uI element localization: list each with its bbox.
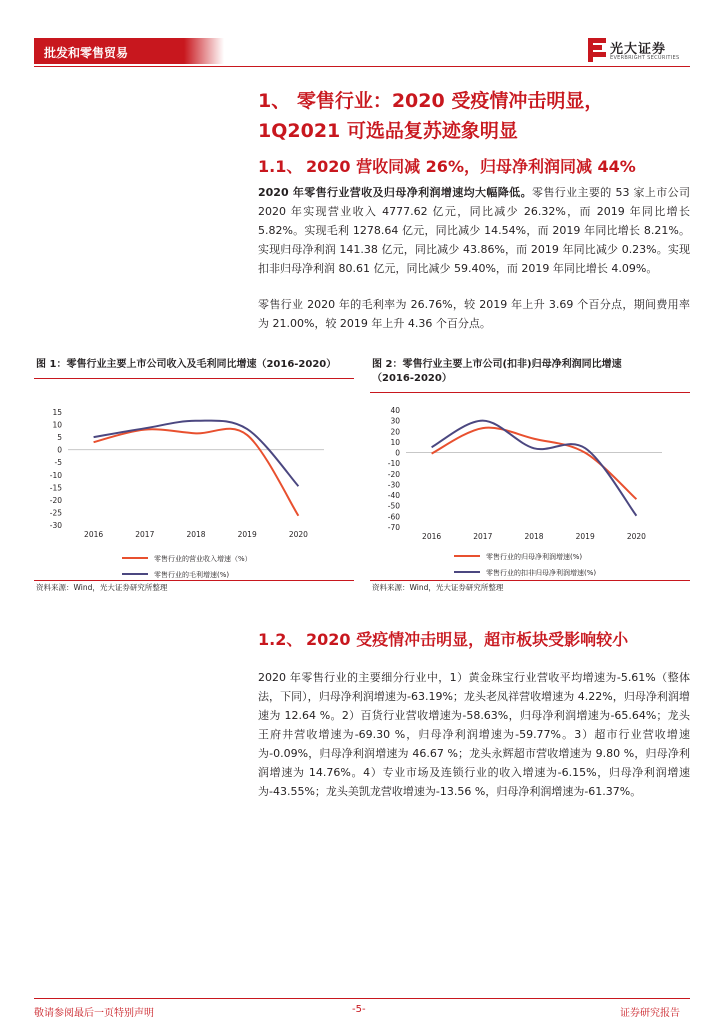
figure-1-top-rule (34, 378, 354, 379)
section-1-2-paragraph: 2020 年零售行业的主要细分行业中，1）黄金珠宝行业营收平均增速为-5.61%（整体法，下同），归母净利润增速为-63.19%；龙头老凤祥营收增速为 4.22%，归母净利润增速为 12.64 %。2）百货行业营收增速为-58.63%，归母净利润增速为-65.64%；龙头王府井营收增速为-69.30 %，归母净利润增速为-59.77%。3）超市行业营收增速为-0.09%，归母净利润增速为 46.67 %；龙头永辉超市营收增速为 9.80 %，归母净利润增速为 14.76%。4）专业市场及连锁行业的收入增速为-6.15%，归母净利润增速为-43.55%；龙头美凯龙营收增速为-13.56 %，归母净利润增速为-61.37%。 (258, 671, 690, 798)
section-tag: 批发和零售贸易 (44, 46, 129, 60)
x-tick-label: 2016 (84, 530, 104, 539)
x-tick-label: 2018 (186, 530, 206, 539)
section-1-1-heading (258, 154, 636, 177)
y-tick-label: 20 (390, 427, 400, 437)
y-tick-label: -40 (387, 491, 400, 501)
logo-subtext: EVERBRIGHT SECURITIES (610, 55, 680, 61)
chapter-heading-line1: 1、 零售行业：2020 受疫情冲击明显， (258, 90, 604, 112)
footer-rule (34, 998, 690, 999)
figure-1-source: 资料来源：Wind，光大证券研究所整理 (36, 583, 168, 592)
y-tick-label: 30 (390, 416, 400, 426)
y-tick-label: -25 (49, 508, 62, 518)
chapter-heading-line2: 1Q2021 可选品复苏迹象明显 (258, 120, 518, 142)
section-1-1-paragraph-2: 零售行业 2020 年的毛利率为 26.76%，较 2019 年上升 3.69 个百分点，期间费用率为 21.00%，较 2019 年上升 4.36 个百分点。 (258, 298, 690, 330)
y-tick-label: 10 (52, 420, 62, 430)
logo-mark-icon (588, 38, 606, 62)
x-tick-label: 2020 (626, 532, 646, 541)
series-line-2 (94, 421, 299, 487)
x-tick-label: 2020 (288, 530, 308, 539)
figure-1-bottom-rule (34, 580, 354, 581)
section-1-1-lead: 2020 年零售行业营收及归母净利润增速均大幅降低。 (258, 186, 532, 199)
section-1-1-number: 1.1、 (258, 157, 303, 176)
y-tick-label: -10 (387, 459, 400, 469)
x-tick-label: 2019 (237, 530, 257, 539)
y-tick-label: -30 (49, 521, 62, 530)
logo-text: 光大证券 (610, 42, 667, 57)
y-tick-label: 0 (57, 445, 62, 455)
x-tick-label: 2018 (524, 532, 544, 541)
footer-page-number: -5- (352, 1004, 366, 1015)
section-1-2-number: 1.2、 (258, 630, 303, 649)
section-1-1-title: 2020 营收同减 26%，归母净利润同减 44% (306, 157, 636, 176)
section-1-1-paragraph-1 (258, 183, 690, 278)
section-1-2-title: 2020 受疫情冲击明显，超市板块受影响较小 (306, 630, 629, 649)
y-tick-label: -30 (387, 480, 400, 490)
figure-2-chart (370, 394, 692, 580)
figure-1-chart (34, 380, 356, 580)
y-tick-label: -50 (387, 501, 400, 511)
series-line-1 (94, 429, 299, 516)
legend-label-1: 零售行业的营业收入增速（%） (154, 555, 252, 563)
y-tick-label: 5 (57, 433, 62, 443)
section-1-2-heading (258, 627, 628, 650)
legend-label-2: 零售行业的扣非归母净利润增速(%) (486, 569, 597, 577)
y-tick-label: -15 (49, 483, 62, 493)
y-tick-label: 15 (52, 408, 62, 417)
figure-2-title-line1: 图 2：零售行业主要上市公司(扣非)归母净利润同比增速 (372, 359, 622, 370)
figure-2-title (372, 358, 622, 386)
x-tick-label: 2017 (135, 530, 155, 539)
y-tick-label: -60 (387, 512, 400, 522)
y-tick-label: 0 (395, 448, 400, 458)
y-tick-label: -10 (49, 470, 62, 480)
figure-2-top-rule (370, 392, 690, 393)
legend-label-2: 零售行业的毛利增速(%) (154, 571, 230, 579)
y-tick-label: -20 (49, 495, 62, 505)
section-tag-fade (184, 38, 224, 64)
y-tick-label: -70 (387, 523, 400, 532)
y-tick-label: 10 (390, 437, 400, 447)
figure-2-source: 资料来源：Wind，光大证券研究所整理 (372, 583, 504, 592)
y-tick-label: 40 (390, 406, 400, 415)
figure-2-title-line2: （2016-2020） (372, 373, 452, 384)
section-1-1-body: 零售行业主要的 53 家上市公司 2020 年实现营业收入 4777.62 亿元，同比减少 26.32%，而 2019 年同比增长 5.82%。实现毛利 1278.64 亿元，同比减少 14.54%，而 2019 年同比增长 8.21%。实现归母净利润 141.38 亿元，同比减少 43.86%，而 2019 年同比减少 0.23%。实现扣非归母净利润 80.61 亿元，同比减少 59.40%，而 2019 年同比增长 4.09%。 (258, 186, 690, 275)
y-tick-label: -5 (54, 458, 62, 468)
footer-disclaimer: 敬请参阅最后一页特别声明 (34, 1008, 154, 1019)
figure-2-bottom-rule (370, 580, 690, 581)
footer-report-type: 证券研究报告 (620, 1008, 680, 1019)
x-tick-label: 2017 (473, 532, 493, 541)
x-tick-label: 2016 (422, 532, 442, 541)
series-line-1 (432, 428, 637, 500)
x-tick-label: 2019 (575, 532, 595, 541)
legend-label-1: 零售行业的归母净利润增速(%) (486, 553, 583, 561)
header-rule (34, 66, 690, 67)
figure-1-title: 图 1：零售行业主要上市公司收入及毛利同比增速（2016-2020） (36, 359, 337, 370)
chapter-heading (258, 86, 688, 146)
y-tick-label: -20 (387, 469, 400, 479)
brand-logo (588, 36, 688, 66)
